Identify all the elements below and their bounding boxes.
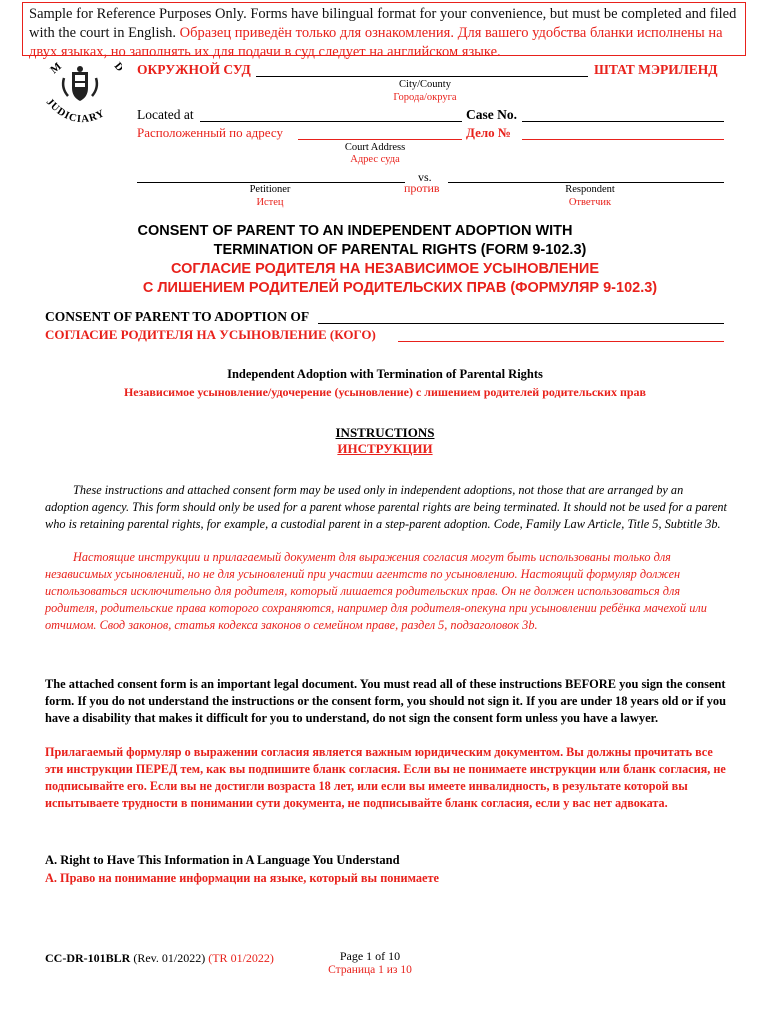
petitioner-line[interactable] [137,182,405,183]
seal-top-letter: M [48,60,64,77]
case-no-line[interactable] [522,121,724,122]
form-title-ru-1: СОГЛАСИЕ РОДИТЕЛЯ НА НЕЗАВИСИМОЕ УСЫНОВЛЕНИЕ [170,261,600,277]
footer-form-id [45,951,274,966]
case-no-label: Case No. [466,107,517,122]
page-number-ru: Страница 1 из 10 [328,964,412,976]
form-number: CC-DR-101BLR [45,951,131,965]
section-a-heading: A. Right to Have This Information in A Language You Understand [45,853,400,867]
court-address-label: Court Address [344,142,406,153]
seal-top-letter-2: D [111,60,122,75]
instructions-heading: INSTRUCTIONS [335,425,435,440]
form-translation-revision: (TR 01/2022) [208,951,274,965]
instructions-paragraph-ru: Настоящие инструкции и прилагаемый документ для выражения согласия могут быть использованы только для независимых усыновлений, но не для усыновлений при участии агентств по усыновлению. Настоящий формуляр должен использоваться исключительно для родителя, который лишается родительских прав. Он не должен использоваться для родителя, родительские права которого сохраняются, например для родителя-опекуна при усыновлении ребёнка мачехой или отчимом. Свод законов, статья кодекса законов о семейном праве, раздел 5, подзаголовок 3b. [45,550,707,632]
maryland-judiciary-seal [38,54,122,132]
section-a-heading-ru: А. Право на понимание информации на языке, который вы понимаете [45,871,440,885]
petitioner-label: Petitioner [249,184,291,195]
form-title-ru-2: С ЛИШЕНИЕМ РОДИТЕЛЕЙ РОДИТЕЛЬСКИХ ПРАВ (ФОРМУЛЯР 9-102.3) [142,280,658,296]
form-revision: (Rev. 01/2022) [133,951,206,965]
city-county-label: City/County [399,79,451,90]
vs-label-ru: против [404,181,440,195]
located-at-line-ru [298,139,462,140]
warning-paragraph-ru: Прилагаемый формуляр о выражении согласия является важным юридическим документом. Вы должны прочитать все эти инструкции ПЕРЕД тем, как вы подпишите бланк согласия. Если вы не понимаете инструкции или бланк согласия, не подписывайте его. Если вы не достигли возраста 18 лет, или если вы имеете инвалидность, в результате которой вы испытываете трудности в понимании сути документа, не подписывайте бланк согласия, если у вас нет адвоката. [45,745,726,810]
respondent-label: Respondent [565,184,615,195]
child-name-line-ru [398,341,724,342]
located-at-line[interactable] [200,121,462,122]
subtitle-ru: Независимое усыновление/удочерение (усыновление) с лишением родителей родительских прав [123,385,647,399]
seal-icon [38,54,122,132]
banner-russian: Образец приведён только для ознакомления. Для вашего удобства бланки исполнены на двух языках, но заполнять их для подачи в суд следует на английском языке. [29,25,723,60]
petitioner-label-ru: Истец [256,197,284,208]
located-at-label-ru: Расположенный по адресу [137,125,283,140]
case-no-label-ru: Дело № [466,125,511,140]
child-name-line[interactable] [318,323,724,324]
located-at-label: Located at [137,107,194,122]
warning-paragraph-en: The attached consent form is an important legal document. You must read all of these instructions BEFORE you sign the consent form. If you do not understand the instructions or the consent form, you should not sign it. If you are under 18 years old or if you have a disability that makes it difficult for you to understand, do not sign the consent form unless you have a lawyer. [45,677,726,725]
subtitle-en: Independent Adoption with Termination of Parental Rights [227,367,543,381]
vs-label: vs. [418,170,432,184]
circuit-court-label: ОКРУЖНОЙ СУД [137,62,251,77]
seal-bottom-text: JUDICIARY [43,96,108,126]
form-title-en-1: CONSENT OF PARENT TO AN INDEPENDENT ADOPTION WITH [137,223,573,239]
banner-english: Sample for Reference Purposes Only. Forms have bilingual format for your convenience, but must be completed and filed with the court in English. [29,6,737,41]
reference-banner [22,2,746,60]
case-no-line-ru [522,139,724,140]
court-address-label-ru: Адрес суда [350,154,400,165]
page-number: Page 1 of 10 [339,949,401,963]
respondent-label-ru: Ответчик [568,197,612,208]
instructions-paragraph-en: These instructions and attached consent form may be used only in independent adoptions, not those that are arranged by an adoption agency. This form should only be used for a parent whose parental rights are being terminated. It should not be used for a parent who is retaining parental rights, for example, a custodial parent in a step-parent adoption. Code, Family Law Article, Title 5, Subtitle 3b. [45,483,727,531]
state-label: ШТАТ МЭРИЛЕНД [594,62,718,77]
respondent-line[interactable] [448,182,724,183]
city-county-line[interactable] [256,76,588,77]
consent-of-label-ru: СОГЛАСИЕ РОДИТЕЛЯ НА УСЫНОВЛЕНИЕ (КОГО) [45,327,376,342]
instructions-heading-ru: ИНСТРУКЦИИ [337,441,433,456]
city-county-label-ru: Города/округа [393,92,457,103]
consent-of-label: CONSENT OF PARENT TO ADOPTION OF [45,309,310,324]
form-title-en-2: TERMINATION OF PARENTAL RIGHTS (FORM 9-102.3) [213,242,587,258]
